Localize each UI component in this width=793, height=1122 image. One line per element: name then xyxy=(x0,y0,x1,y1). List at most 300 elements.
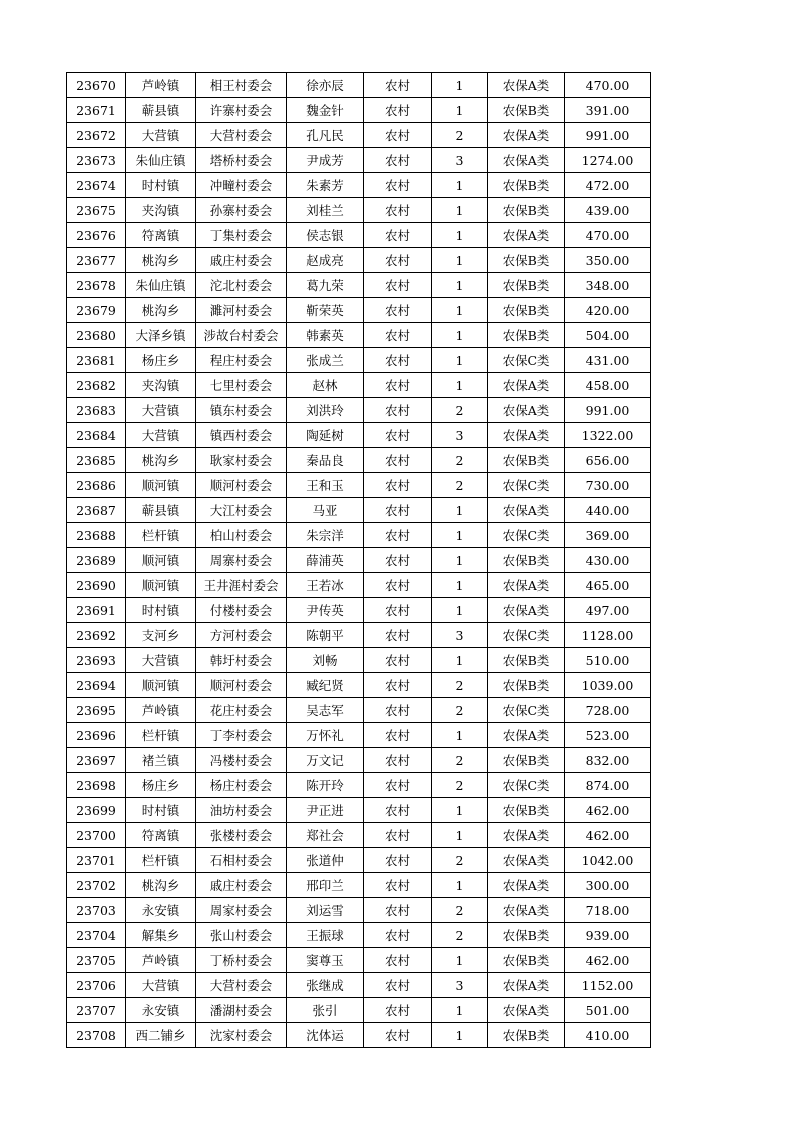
household-size-cell: 2 xyxy=(432,398,488,423)
village-committee-cell: 濉河村委会 xyxy=(196,298,287,323)
household-size-cell: 3 xyxy=(432,148,488,173)
village-committee-cell: 相王村委会 xyxy=(196,73,287,98)
insurance-category-cell: 农保A类 xyxy=(488,573,565,598)
insurance-category-cell: 农保A类 xyxy=(488,598,565,623)
household-type-cell: 农村 xyxy=(364,473,432,498)
household-type-cell: 农村 xyxy=(364,848,432,873)
amount-cell: 718.00 xyxy=(565,898,651,923)
serial-number-cell: 23697 xyxy=(67,748,126,773)
amount-cell: 420.00 xyxy=(565,298,651,323)
insurance-category-cell: 农保B类 xyxy=(488,98,565,123)
insurance-category-cell: 农保B类 xyxy=(488,323,565,348)
table-row xyxy=(67,198,651,223)
table-row xyxy=(67,323,651,348)
township-cell: 时村镇 xyxy=(126,173,196,198)
amount-cell: 510.00 xyxy=(565,648,651,673)
village-committee-cell: 耿家村委会 xyxy=(196,448,287,473)
household-size-cell: 1 xyxy=(432,1023,488,1048)
table-row xyxy=(67,473,651,498)
amount-cell: 1039.00 xyxy=(565,673,651,698)
township-cell: 桃沟乡 xyxy=(126,873,196,898)
township-cell: 桃沟乡 xyxy=(126,298,196,323)
name-cell: 孔凡民 xyxy=(287,123,364,148)
name-cell: 薛浦英 xyxy=(287,548,364,573)
table-row xyxy=(67,948,651,973)
name-cell: 窦尊玉 xyxy=(287,948,364,973)
township-cell: 顺河镇 xyxy=(126,473,196,498)
amount-cell: 497.00 xyxy=(565,598,651,623)
serial-number-cell: 23700 xyxy=(67,823,126,848)
village-committee-cell: 戚庄村委会 xyxy=(196,873,287,898)
table-row xyxy=(67,298,651,323)
table-row xyxy=(67,798,651,823)
household-type-cell: 农村 xyxy=(364,73,432,98)
serial-number-cell: 23673 xyxy=(67,148,126,173)
village-committee-cell: 丁桥村委会 xyxy=(196,948,287,973)
household-size-cell: 1 xyxy=(432,873,488,898)
allowance-table xyxy=(66,72,651,1048)
insurance-category-cell: 农保C类 xyxy=(488,348,565,373)
serial-number-cell: 23677 xyxy=(67,248,126,273)
township-cell: 桃沟乡 xyxy=(126,248,196,273)
name-cell: 万文记 xyxy=(287,748,364,773)
amount-cell: 431.00 xyxy=(565,348,651,373)
name-cell: 王和玉 xyxy=(287,473,364,498)
amount-cell: 939.00 xyxy=(565,923,651,948)
household-type-cell: 农村 xyxy=(364,873,432,898)
table-row xyxy=(67,148,651,173)
township-cell: 永安镇 xyxy=(126,898,196,923)
name-cell: 张道仲 xyxy=(287,848,364,873)
insurance-category-cell: 农保A类 xyxy=(488,998,565,1023)
serial-number-cell: 23699 xyxy=(67,798,126,823)
household-size-cell: 3 xyxy=(432,423,488,448)
household-type-cell: 农村 xyxy=(364,823,432,848)
table-row xyxy=(67,248,651,273)
insurance-category-cell: 农保B类 xyxy=(488,448,565,473)
amount-cell: 1152.00 xyxy=(565,973,651,998)
serial-number-cell: 23688 xyxy=(67,523,126,548)
village-committee-cell: 戚庄村委会 xyxy=(196,248,287,273)
name-cell: 刘桂兰 xyxy=(287,198,364,223)
name-cell: 刘畅 xyxy=(287,648,364,673)
insurance-category-cell: 农保B类 xyxy=(488,948,565,973)
amount-cell: 874.00 xyxy=(565,773,651,798)
table-row xyxy=(67,648,651,673)
township-cell: 蕲县镇 xyxy=(126,498,196,523)
insurance-category-cell: 农保B类 xyxy=(488,298,565,323)
table-row xyxy=(67,898,651,923)
name-cell: 葛九荣 xyxy=(287,273,364,298)
serial-number-cell: 23671 xyxy=(67,98,126,123)
serial-number-cell: 23692 xyxy=(67,623,126,648)
household-size-cell: 1 xyxy=(432,248,488,273)
name-cell: 臧纪贤 xyxy=(287,673,364,698)
household-size-cell: 3 xyxy=(432,623,488,648)
amount-cell: 1042.00 xyxy=(565,848,651,873)
household-size-cell: 1 xyxy=(432,548,488,573)
insurance-category-cell: 农保B类 xyxy=(488,173,565,198)
household-type-cell: 农村 xyxy=(364,748,432,773)
household-type-cell: 农村 xyxy=(364,423,432,448)
household-size-cell: 1 xyxy=(432,498,488,523)
insurance-category-cell: 农保B类 xyxy=(488,273,565,298)
insurance-category-cell: 农保B类 xyxy=(488,248,565,273)
household-type-cell: 农村 xyxy=(364,623,432,648)
township-cell: 大营镇 xyxy=(126,648,196,673)
amount-cell: 462.00 xyxy=(565,798,651,823)
name-cell: 马亚 xyxy=(287,498,364,523)
household-size-cell: 1 xyxy=(432,948,488,973)
name-cell: 刘洪玲 xyxy=(287,398,364,423)
amount-cell: 523.00 xyxy=(565,723,651,748)
name-cell: 韩素英 xyxy=(287,323,364,348)
household-size-cell: 1 xyxy=(432,648,488,673)
serial-number-cell: 23670 xyxy=(67,73,126,98)
amount-cell: 501.00 xyxy=(565,998,651,1023)
amount-cell: 1274.00 xyxy=(565,148,651,173)
serial-number-cell: 23672 xyxy=(67,123,126,148)
insurance-category-cell: 农保A类 xyxy=(488,398,565,423)
insurance-category-cell: 农保A类 xyxy=(488,223,565,248)
household-size-cell: 1 xyxy=(432,223,488,248)
township-cell: 桃沟乡 xyxy=(126,448,196,473)
amount-cell: 391.00 xyxy=(565,98,651,123)
village-committee-cell: 顺河村委会 xyxy=(196,473,287,498)
household-size-cell: 1 xyxy=(432,173,488,198)
table-row xyxy=(67,748,651,773)
table-row xyxy=(67,573,651,598)
insurance-category-cell: 农保A类 xyxy=(488,723,565,748)
table-row xyxy=(67,923,651,948)
name-cell: 秦品良 xyxy=(287,448,364,473)
household-size-cell: 1 xyxy=(432,598,488,623)
table-row xyxy=(67,873,651,898)
table-row xyxy=(67,848,651,873)
amount-cell: 656.00 xyxy=(565,448,651,473)
table-row xyxy=(67,398,651,423)
amount-cell: 350.00 xyxy=(565,248,651,273)
insurance-category-cell: 农保A类 xyxy=(488,898,565,923)
amount-cell: 300.00 xyxy=(565,873,651,898)
serial-number-cell: 23689 xyxy=(67,548,126,573)
township-cell: 芦岭镇 xyxy=(126,698,196,723)
village-committee-cell: 七里村委会 xyxy=(196,373,287,398)
household-type-cell: 农村 xyxy=(364,123,432,148)
name-cell: 陶延树 xyxy=(287,423,364,448)
village-committee-cell: 潘湖村委会 xyxy=(196,998,287,1023)
household-size-cell: 1 xyxy=(432,73,488,98)
amount-cell: 458.00 xyxy=(565,373,651,398)
serial-number-cell: 23678 xyxy=(67,273,126,298)
table-row xyxy=(67,1023,651,1048)
table-row xyxy=(67,623,651,648)
insurance-category-cell: 农保A类 xyxy=(488,73,565,98)
serial-number-cell: 23680 xyxy=(67,323,126,348)
township-cell: 褚兰镇 xyxy=(126,748,196,773)
household-size-cell: 1 xyxy=(432,98,488,123)
amount-cell: 472.00 xyxy=(565,173,651,198)
township-cell: 栏杆镇 xyxy=(126,523,196,548)
table-row xyxy=(67,423,651,448)
household-size-cell: 1 xyxy=(432,323,488,348)
serial-number-cell: 23698 xyxy=(67,773,126,798)
amount-cell: 991.00 xyxy=(565,123,651,148)
household-type-cell: 农村 xyxy=(364,923,432,948)
amount-cell: 462.00 xyxy=(565,948,651,973)
township-cell: 西二铺乡 xyxy=(126,1023,196,1048)
name-cell: 徐亦辰 xyxy=(287,73,364,98)
household-size-cell: 3 xyxy=(432,973,488,998)
village-committee-cell: 冲疃村委会 xyxy=(196,173,287,198)
village-committee-cell: 镇西村委会 xyxy=(196,423,287,448)
name-cell: 邢印兰 xyxy=(287,873,364,898)
insurance-category-cell: 农保A类 xyxy=(488,823,565,848)
household-size-cell: 1 xyxy=(432,523,488,548)
serial-number-cell: 23702 xyxy=(67,873,126,898)
township-cell: 顺河镇 xyxy=(126,673,196,698)
household-type-cell: 农村 xyxy=(364,948,432,973)
serial-number-cell: 23684 xyxy=(67,423,126,448)
amount-cell: 832.00 xyxy=(565,748,651,773)
insurance-category-cell: 农保A类 xyxy=(488,873,565,898)
household-type-cell: 农村 xyxy=(364,598,432,623)
name-cell: 魏金针 xyxy=(287,98,364,123)
amount-cell: 369.00 xyxy=(565,523,651,548)
household-size-cell: 1 xyxy=(432,823,488,848)
table-row xyxy=(67,123,651,148)
household-type-cell: 农村 xyxy=(364,398,432,423)
insurance-category-cell: 农保B类 xyxy=(488,673,565,698)
household-size-cell: 1 xyxy=(432,198,488,223)
name-cell: 沈体运 xyxy=(287,1023,364,1048)
household-type-cell: 农村 xyxy=(364,223,432,248)
serial-number-cell: 23695 xyxy=(67,698,126,723)
amount-cell: 430.00 xyxy=(565,548,651,573)
insurance-category-cell: 农保B类 xyxy=(488,923,565,948)
household-type-cell: 农村 xyxy=(364,973,432,998)
amount-cell: 730.00 xyxy=(565,473,651,498)
table-row xyxy=(67,823,651,848)
name-cell: 张成兰 xyxy=(287,348,364,373)
household-type-cell: 农村 xyxy=(364,998,432,1023)
serial-number-cell: 23676 xyxy=(67,223,126,248)
township-cell: 杨庄乡 xyxy=(126,773,196,798)
village-committee-cell: 杨庄村委会 xyxy=(196,773,287,798)
township-cell: 大泽乡镇 xyxy=(126,323,196,348)
table-body xyxy=(67,73,651,1048)
village-committee-cell: 镇东村委会 xyxy=(196,398,287,423)
township-cell: 大营镇 xyxy=(126,423,196,448)
table-row xyxy=(67,973,651,998)
village-committee-cell: 顺河村委会 xyxy=(196,673,287,698)
table-row xyxy=(67,73,651,98)
table-row xyxy=(67,598,651,623)
table-row xyxy=(67,98,651,123)
serial-number-cell: 23701 xyxy=(67,848,126,873)
household-size-cell: 2 xyxy=(432,123,488,148)
serial-number-cell: 23687 xyxy=(67,498,126,523)
household-size-cell: 2 xyxy=(432,898,488,923)
village-committee-cell: 张楼村委会 xyxy=(196,823,287,848)
household-type-cell: 农村 xyxy=(364,498,432,523)
amount-cell: 440.00 xyxy=(565,498,651,523)
insurance-category-cell: 农保C类 xyxy=(488,773,565,798)
household-type-cell: 农村 xyxy=(364,698,432,723)
name-cell: 王振球 xyxy=(287,923,364,948)
township-cell: 时村镇 xyxy=(126,798,196,823)
village-committee-cell: 方河村委会 xyxy=(196,623,287,648)
insurance-category-cell: 农保A类 xyxy=(488,373,565,398)
village-committee-cell: 大营村委会 xyxy=(196,123,287,148)
township-cell: 符离镇 xyxy=(126,223,196,248)
township-cell: 时村镇 xyxy=(126,598,196,623)
household-type-cell: 农村 xyxy=(364,1023,432,1048)
insurance-category-cell: 农保A类 xyxy=(488,973,565,998)
table-row xyxy=(67,348,651,373)
amount-cell: 504.00 xyxy=(565,323,651,348)
serial-number-cell: 23704 xyxy=(67,923,126,948)
household-type-cell: 农村 xyxy=(364,348,432,373)
table-row xyxy=(67,548,651,573)
village-committee-cell: 付楼村委会 xyxy=(196,598,287,623)
household-size-cell: 1 xyxy=(432,573,488,598)
village-committee-cell: 周家村委会 xyxy=(196,898,287,923)
village-committee-cell: 孙寨村委会 xyxy=(196,198,287,223)
household-type-cell: 农村 xyxy=(364,723,432,748)
table-row xyxy=(67,773,651,798)
household-type-cell: 农村 xyxy=(364,148,432,173)
amount-cell: 465.00 xyxy=(565,573,651,598)
household-size-cell: 1 xyxy=(432,998,488,1023)
household-size-cell: 1 xyxy=(432,298,488,323)
township-cell: 杨庄乡 xyxy=(126,348,196,373)
township-cell: 大营镇 xyxy=(126,123,196,148)
serial-number-cell: 23691 xyxy=(67,598,126,623)
village-committee-cell: 花庄村委会 xyxy=(196,698,287,723)
village-committee-cell: 柏山村委会 xyxy=(196,523,287,548)
amount-cell: 439.00 xyxy=(565,198,651,223)
household-size-cell: 1 xyxy=(432,723,488,748)
household-size-cell: 2 xyxy=(432,473,488,498)
insurance-category-cell: 农保C类 xyxy=(488,698,565,723)
amount-cell: 470.00 xyxy=(565,73,651,98)
serial-number-cell: 23694 xyxy=(67,673,126,698)
household-size-cell: 2 xyxy=(432,923,488,948)
table-row xyxy=(67,998,651,1023)
table-row xyxy=(67,373,651,398)
household-type-cell: 农村 xyxy=(364,798,432,823)
serial-number-cell: 23683 xyxy=(67,398,126,423)
household-type-cell: 农村 xyxy=(364,173,432,198)
insurance-category-cell: 农保A类 xyxy=(488,423,565,448)
table-row xyxy=(67,223,651,248)
name-cell: 朱素芳 xyxy=(287,173,364,198)
township-cell: 顺河镇 xyxy=(126,548,196,573)
village-committee-cell: 冯楼村委会 xyxy=(196,748,287,773)
table-row xyxy=(67,498,651,523)
table-row xyxy=(67,173,651,198)
amount-cell: 991.00 xyxy=(565,398,651,423)
household-type-cell: 农村 xyxy=(364,98,432,123)
insurance-category-cell: 农保C类 xyxy=(488,523,565,548)
household-type-cell: 农村 xyxy=(364,373,432,398)
village-committee-cell: 王井涯村委会 xyxy=(196,573,287,598)
insurance-category-cell: 农保B类 xyxy=(488,1023,565,1048)
insurance-category-cell: 农保B类 xyxy=(488,648,565,673)
serial-number-cell: 23696 xyxy=(67,723,126,748)
amount-cell: 1128.00 xyxy=(565,623,651,648)
village-committee-cell: 塔桥村委会 xyxy=(196,148,287,173)
village-committee-cell: 沱北村委会 xyxy=(196,273,287,298)
village-committee-cell: 丁李村委会 xyxy=(196,723,287,748)
serial-number-cell: 23693 xyxy=(67,648,126,673)
insurance-category-cell: 农保A类 xyxy=(488,498,565,523)
name-cell: 张继成 xyxy=(287,973,364,998)
name-cell: 靳荣英 xyxy=(287,298,364,323)
township-cell: 朱仙庄镇 xyxy=(126,148,196,173)
household-type-cell: 农村 xyxy=(364,523,432,548)
table-row xyxy=(67,698,651,723)
township-cell: 永安镇 xyxy=(126,998,196,1023)
insurance-category-cell: 农保B类 xyxy=(488,548,565,573)
serial-number-cell: 23686 xyxy=(67,473,126,498)
amount-cell: 462.00 xyxy=(565,823,651,848)
household-size-cell: 2 xyxy=(432,848,488,873)
serial-number-cell: 23706 xyxy=(67,973,126,998)
serial-number-cell: 23681 xyxy=(67,348,126,373)
village-committee-cell: 大营村委会 xyxy=(196,973,287,998)
table-row xyxy=(67,523,651,548)
household-type-cell: 农村 xyxy=(364,198,432,223)
township-cell: 朱仙庄镇 xyxy=(126,273,196,298)
name-cell: 王若冰 xyxy=(287,573,364,598)
serial-number-cell: 23707 xyxy=(67,998,126,1023)
township-cell: 芦岭镇 xyxy=(126,948,196,973)
table-row xyxy=(67,673,651,698)
household-type-cell: 农村 xyxy=(364,573,432,598)
village-committee-cell: 周寨村委会 xyxy=(196,548,287,573)
township-cell: 芦岭镇 xyxy=(126,73,196,98)
name-cell: 朱宗洋 xyxy=(287,523,364,548)
amount-cell: 1322.00 xyxy=(565,423,651,448)
household-type-cell: 农村 xyxy=(364,248,432,273)
amount-cell: 410.00 xyxy=(565,1023,651,1048)
table-row xyxy=(67,723,651,748)
township-cell: 栏杆镇 xyxy=(126,848,196,873)
village-committee-cell: 丁集村委会 xyxy=(196,223,287,248)
township-cell: 大营镇 xyxy=(126,398,196,423)
name-cell: 尹成芳 xyxy=(287,148,364,173)
household-type-cell: 农村 xyxy=(364,673,432,698)
name-cell: 陈开玲 xyxy=(287,773,364,798)
household-size-cell: 2 xyxy=(432,698,488,723)
township-cell: 解集乡 xyxy=(126,923,196,948)
insurance-category-cell: 农保C类 xyxy=(488,473,565,498)
insurance-category-cell: 农保B类 xyxy=(488,198,565,223)
name-cell: 刘运雪 xyxy=(287,898,364,923)
village-committee-cell: 石相村委会 xyxy=(196,848,287,873)
amount-cell: 348.00 xyxy=(565,273,651,298)
serial-number-cell: 23675 xyxy=(67,198,126,223)
name-cell: 陈朝平 xyxy=(287,623,364,648)
serial-number-cell: 23674 xyxy=(67,173,126,198)
township-cell: 蕲县镇 xyxy=(126,98,196,123)
household-type-cell: 农村 xyxy=(364,298,432,323)
insurance-category-cell: 农保A类 xyxy=(488,148,565,173)
serial-number-cell: 23682 xyxy=(67,373,126,398)
household-size-cell: 1 xyxy=(432,348,488,373)
